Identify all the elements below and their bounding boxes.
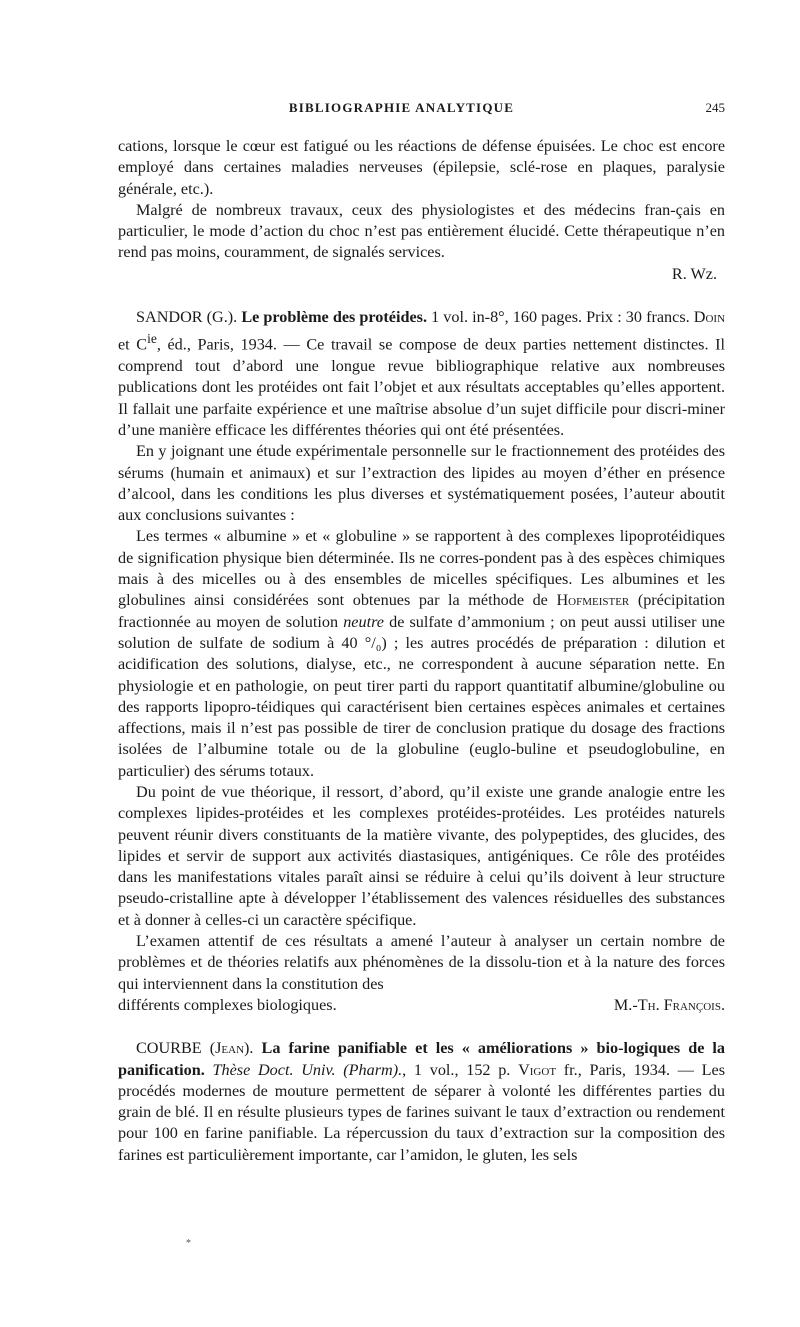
review2-p3-part-a: Les termes « albumine » et « globuline » se rapportent à des complexes lipoprotéidiques de signification physique bien déterminée. Ils ne corres-pondent pas à des espèces chimiques mais à des micelles ou à des ensembles de micelles spécifiques. Les albumines et les globulines ainsi considérées sont obtenues par la méthode de [118,527,725,610]
review1-paragraph-2: Malgré de nombreux travaux, ceux des physiologistes et des médecins fran-çais en particulier, le mode d’action du choc n’est pas entièrement élucidé. Cette thérapeutique n’en rend pas moins, couramment, de signalés services. [118,200,725,262]
review2-paragraph-2: En y joignant une étude expérimentale personnelle sur le fractionnement des protéides des sérums (humain et animaux) et sur l’extraction des lipides au moyen d’éther en présence d’alcool, dans les conditions les plus diverses et systématiquement posées, l’auteur aboutit aux conclusions suivantes : [118,442,725,525]
review3-title: La farine panifiable et les « améliorations » bio-logiques de la panification. [118,1039,726,1079]
review2-paragraph-5-end: différents complexes biologiques. [118,995,337,1014]
review2-paragraph-3 [118,526,725,782]
review1-paragraph-1: cations, lorsque le cœur est fatigué ou les réactions de défense épuisées. Le choc est encore employé dans certaines maladies nerveuses (épilepsie, sclé-rose en plaques, paralysie générale, etc.). [118,137,725,198]
review2-biblio-b: et C [118,335,148,354]
review2-paragraph-4: Du point de vue théorique, il ressort, d’abord, qu’il existe une grande analogie entre les complexes lipides-protéides et les complexes protéides-protéides. Les protéides naturels peuvent réunir divers constituants de la matière vivante, des polypeptides, des glucides, des lipides et servir de support aux activités diastasiques, antigéniques. Ce rôle des protéides dans les manifestations vitales paraît ainsi se réduire à celui qu’ils doivent à leur structure pseudo-cristalline apte à développer l’établissement des valences résiduelles des substances et à donner à celles-ci un caractère spécifique. [118,783,725,929]
review3-biblio-a: , 1 vol., 152 p. [402,1060,511,1079]
review3-author-first: (Jean). [209,1039,254,1058]
review2-publisher: Doin [693,308,726,327]
review3-publisher: Vigot [518,1060,557,1079]
review2-title: Le problème des protéides. [241,308,427,327]
review3-biblio-b: fr., Paris, 1934. — Les procédés modernes de mouture permettent de séparer à volonté les différentes parties du grain de blé. Il en résulte plusieurs types de farines suivant le taux d’extraction ou rendement pour 100 en farine panifiable. La répercussion du taux d’extraction sur la composition des farines est particulièrement importante, car l’amidon, le gluten, les sels [118,1060,726,1164]
review1-signature: R. Wz. [671,264,717,283]
review2-paragraph-5: L’examen attentif de ces résultats a amené l’auteur à analyser un certain nombre de problèmes et de théories relatifs aux phénomènes de la dissolu-tion et à la nature des forces qui interviennent dans la constitution des [118,932,725,993]
review2-biblio-c: , éd., Paris, 1934. — Ce travail se compose de deux parties nettement distinctes. Il comprend tout d’abord une longue revue bibliographique relative aux nombreuses publications dont les protéides ont fait l’objet et aux résultats acceptables qu’elles apportent. Il fallait une parfaite expérience et une maîtrise absolue d’un sujet difficile pour discri-miner d’une manière efficace les différentes théories qui ont été présentées. [118,335,725,439]
running-head [118,100,725,122]
review2-author: SANDOR [136,308,203,327]
body-text [118,136,725,1166]
hofmeister-name: Hofmeister [556,591,630,610]
review2-p3-part-b: (précipitation fractionnée au moyen de solution [118,591,726,631]
stray-mark: * [186,1238,191,1249]
review2-paragraph-1 [118,307,725,441]
review2-biblio-a: 1 vol. in-8°, 160 pages. Prix : 30 francs. [431,308,690,327]
review2-p3-part-c: de sulfate d’ammonium ; on peut aussi utiliser une solution de sulfate de sodium à 40 °/₀) ; les autres procédés de préparation : dilution et acidification des solutions, dialyse, etc., ne correspondent à aucune séparation nette. En physiologie et en pathologie, on peut tirer parti du rapport quantitatif albumine/globuline ou des rapports lipopro-téidiques qui caractérisent bien certaines espèces animales et certaines affections, mais il n’est pas possible de tirer de conclusion pratique du dosage des fractions isolées de l’albumine totale ou de la globuline (euglo-buline et pseudoglobuline, en particulier) des sérums totaux. [118,612,725,780]
review2-p3-italic: neutre [343,612,384,631]
review2-author-initial: (G.). [206,308,238,327]
review2-signature: M.-Th. François. [613,995,725,1014]
page-number: 245 [705,100,725,115]
review3-author: COURBE [136,1039,202,1058]
review3-thesis: Thèse Doct. Univ. (Pharm). [212,1060,403,1079]
review3-paragraph-1 [118,1038,725,1166]
review2-biblio-sup: ie [147,331,157,347]
running-title: BIBLIOGRAPHIE ANALYTIQUE [288,100,515,115]
review2-last-line [118,995,725,1016]
